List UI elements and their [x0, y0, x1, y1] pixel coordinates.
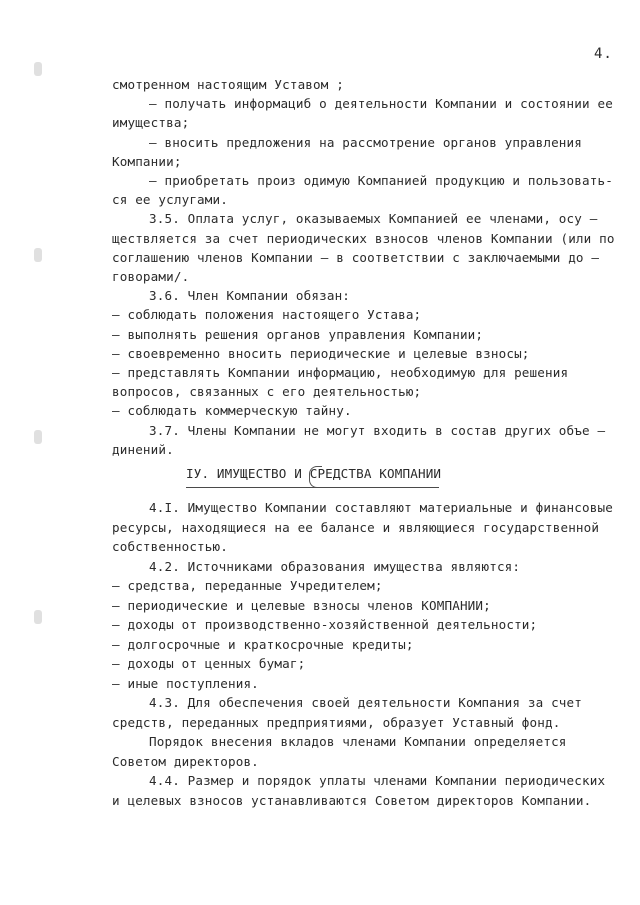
text-line: – вносить предложения на рассмотрение органов управления — [149, 134, 582, 150]
text-line: – доходы от производственно-хозяйственной деятельности; — [112, 617, 538, 632]
text-line: собственностью. — [112, 539, 228, 554]
text-line: говорами/. — [112, 269, 190, 284]
text-line: 4.2. Источниками образования имущества являются: — [149, 558, 521, 574]
page-number: 4. — [594, 46, 613, 62]
text-line: имущества; — [112, 115, 190, 131]
text-line: – соблюдать положения настоящего Устава; — [112, 307, 422, 323]
text-line: и целевых взносов устанавливаются Советом директоров Компании. — [112, 792, 592, 808]
punch-hole-mark — [34, 610, 42, 624]
text-line: – периодические и целевые взносы членов КОМПАНИИ; — [112, 597, 491, 613]
text-line: динений. — [112, 441, 174, 457]
text-line: 4.3. Для обеспечения своей деятельности Компания за счет — [149, 695, 582, 710]
text-line: ресурсы, находящиеся на ее балансе и являющиеся государственной — [112, 519, 600, 535]
text-line: – соблюдать коммерческую тайну. — [112, 403, 352, 419]
punch-hole-mark — [34, 62, 42, 76]
heading-underline — [186, 487, 439, 488]
text-line: Порядок внесения вкладов членами Компании определяется — [149, 734, 567, 749]
section-heading: IУ. ИМУЩЕСТВО И СРЕДСТВА КОМПАНИИ — [186, 466, 442, 481]
text-line: – получать информациб о деятельности Компании и состоянии ее — [149, 96, 613, 112]
text-line: – доходы от ценных бумаг; — [112, 656, 306, 671]
text-line: ществляется за счет периодических взносов членов Компании (или по — [112, 230, 615, 246]
text-line: – приобретать произ одимую Компанией продукцию и пользовать- — [149, 173, 613, 188]
punch-hole-mark — [34, 248, 42, 262]
text-line: 3.6. Член Компании обязан: — [149, 288, 351, 304]
text-line: – иные поступления. — [112, 675, 259, 691]
punch-hole-mark — [34, 430, 42, 444]
pen-mark — [309, 466, 322, 488]
text-line: 3.7. Члены Компании не могут входить в состав других объе – — [149, 422, 606, 438]
text-line: Советом директоров. — [112, 753, 259, 769]
text-line: – выполнять решения органов управления Компании; — [112, 326, 484, 342]
text-line: – средства, переданные Учредителем; — [112, 578, 383, 593]
text-line: ся ее услугами. — [112, 192, 228, 208]
text-line: – представлять Компании информацию, необходимую для решения — [112, 365, 569, 380]
text-line: – своевременно вносить периодические и целевые взносы; — [112, 345, 530, 361]
text-line: соглашению членов Компании – в соответствии с заключаемыми до – — [112, 249, 600, 265]
text-line: вопросов, связанных с его деятельностью; — [112, 384, 422, 400]
text-line: смотренном настоящим Уставом ; — [112, 77, 344, 92]
text-line: 3.5. Оплата услуг, оказываемых Компанией ее членами, осу – — [149, 211, 598, 227]
text-line: средств, переданных предприятиями, образует Уставный фонд. — [112, 714, 561, 730]
text-line: 4.4. Размер и порядок уплаты членами Компании периодических — [149, 773, 606, 788]
text-line: – долгосрочные и краткосрочные кредиты; — [112, 636, 414, 652]
text-line: 4.I. Имущество Компании составляют материальные и финансовые — [149, 500, 613, 515]
text-line: Компании; — [112, 153, 182, 169]
